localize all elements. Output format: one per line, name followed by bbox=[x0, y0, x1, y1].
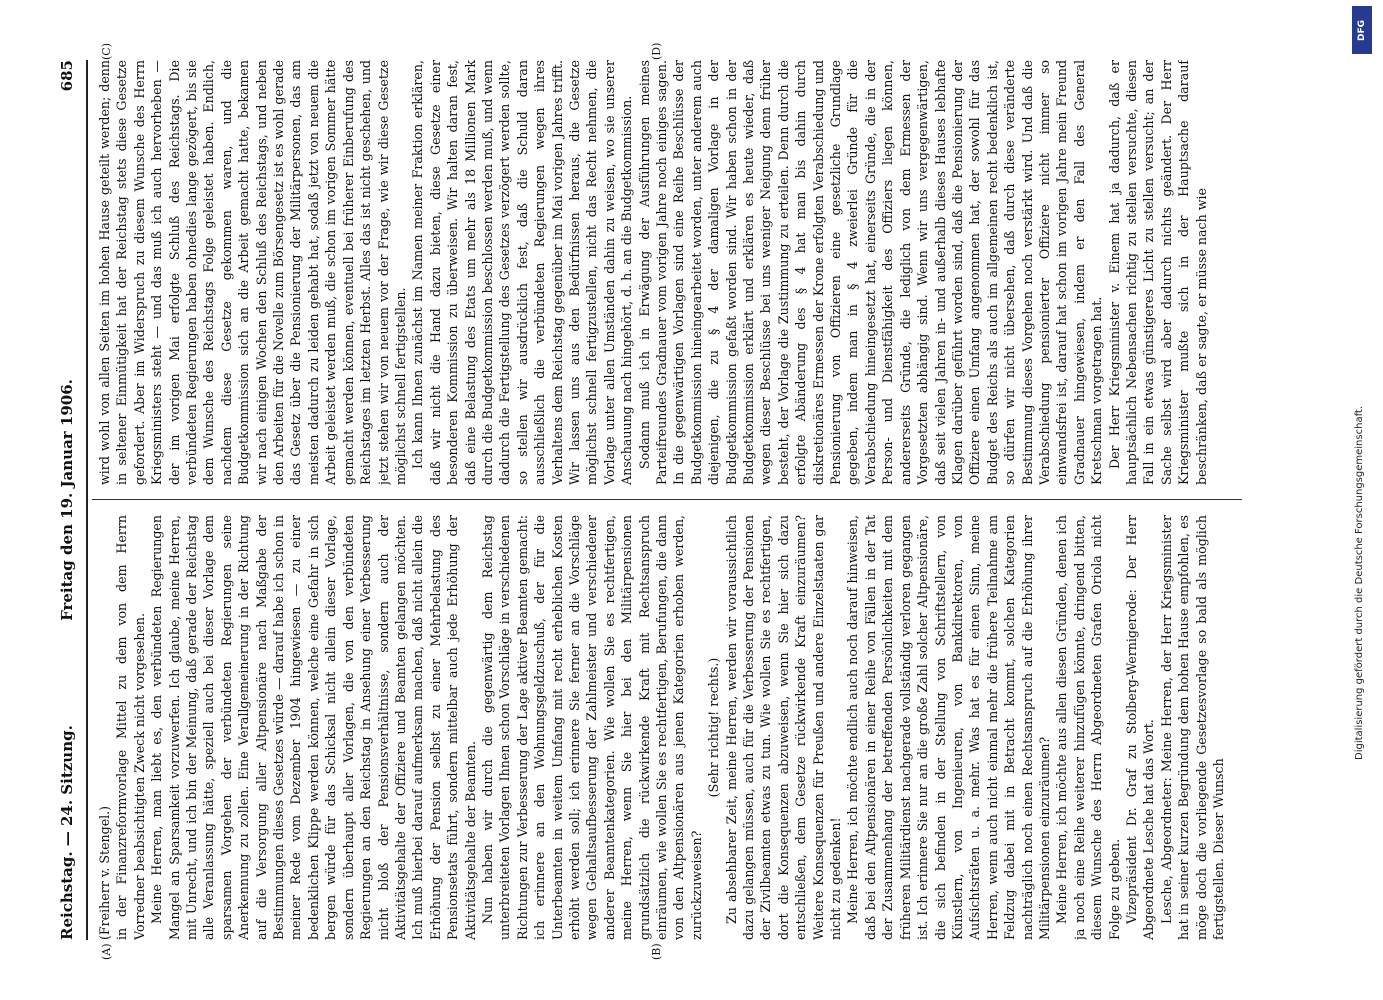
digitization-credit: Digitalisierung gefördert durch die Deutsche Forschungsgemeinschaft. bbox=[1354, 405, 1365, 760]
header-date: Freitag den 19. Januar 1906. bbox=[58, 379, 76, 621]
dfg-logo: DFG bbox=[1352, 6, 1372, 54]
paragraph: Lesche, Abgeordneter: Meine Herren, der Herr Kriegsminister hat in seiner kurzen Begründung dem hohen Hause empfohlen, es möge doch die vorliegende Gesetzesvorlage so bald als möglich fertigstellen. Dieser Wunsch bbox=[1158, 515, 1226, 940]
margin-letter-b: (B) bbox=[650, 943, 663, 960]
paragraph: Zu absehbarer Zeit, meine Herren, werden wir voraussichtlich dazu gelangen müssen, auch für die Verbesserung der Pensionen der Zivilbeamten etwas zu tun. Wie wollen Sie es rechtfertigen, dort die Konsequenzen abzuweisen, wenn Sie hier sich dazu entschließen, dem Gesetze rückwirkende Kraft einzuräumen? Weitere Konsequenzen für Preußen und andere Einzelstaaten gar nicht zu gedenken! bbox=[723, 515, 844, 940]
page-header bbox=[58, 60, 84, 940]
header-left: Reichstag. — 24. Sitzung. bbox=[58, 725, 76, 940]
paragraph: Ich kann Ihnen zunächst im Namen meiner Fraktion erklären, daß wir nicht die Hand dazu bieten, diese Gesetze einer besonderen Kommission zu überweisen. Wir halten daran fest, daß eine Belastung des Etats um mehr als 18 Millionen Mark durch die Budgetkommission beschlossen werden muß, und wenn dadurch die Fertigstellung des Gesetzes verzögert werden sollte, so stellen wir ausdrücklich fest, daß die Schuld daran ausschließlich die verbündeten Regierungen wegen ihres Verhaltens dem Reichstag gegenüber im Mai vorigen Jahres trifft. Wir lassen uns aus den Bedürfnissen heraus, die Gesetze möglichst schnell fertigzustellen, nicht das Recht nehmen, die Vorlage unter allen Umständen dahin zu weisen, wo sie unserer Anschauung nach hingehört, d. h. an die Budgetkommission. bbox=[410, 60, 635, 485]
right-column bbox=[96, 60, 1236, 485]
paragraph: Der Herr Kriegsminister v. Einem hat ja dadurch, daß er hauptsächlich Nebensachen richtig zu stellen versuchte, diesen Fall in ein etwas günstigeres Licht zu stellen versucht; an der Sache selbst wird aber dadurch nichts geändert. Der Herr Kriegsminister mußte sich in der Hauptsache darauf beschränken, daß er sagte, er müsse nach wie bbox=[1106, 60, 1209, 485]
paragraph: Sodann muß ich in Erwägung der Ausführungen meines Parteifreundes Gradnauer vom vorigen Jahre noch einiges sagen. In die gegenwärtigen Vorlagen sind eine Reihe Beschlüsse der Budgetkommission hineingearbeitet worden, unter anderem auch diejenigen, die zu § 4 der damaligen Vorlage in der Budgetkommission gefaßt worden sind. Wir haben schon in der Budgetkommission erklärt und erklären es heute wieder, daß wegen dieser Beschlüsse bei uns weniger Neigung denn früher besteht, der Vorlage die Zustimmung zu erteilen. Denn durch die erfolgte Abänderung des § 4 hat man bis dahin durch diskretionäres Ermessen der Krone erfolgten Verabschiedung und Pensionierung von Offizieren eine gesetzliche Grundlage gegeben, indem man in § 4 zweierlei Gründe für die Verabschiedung hineingesetzt hat, einerseits Gründe, die in der Person- und Dienstfähigkeit des Offiziers liegen können, andererseits Gründe, die lediglich von dem Ermessen der Vorgesetzten abhängig sind. Wenn wir uns vergegenwärtigen, daß seit vielen Jahren in- und außerhalb dieses Hauses lebhafte Klagen darüber geführt worden sind, daß die Pensionierung der Offiziere einen Umfang angenommen hat, der sowohl für das Budget des Reichs als auch im allgemeinen recht bedenklich ist, so dürfen wir nicht übersehen, daß durch diese veränderte Bestimmung dieses Vorgehen noch verstärkt wird. Und daß die Verabschiedung pensionierter Offiziere nicht immer so einwandsfrei ist, darauf hat schon im vorigen Jahre mein Freund Gradnauer hingewiesen, indem er den Fall des General Kretschman vorgetragen hat. bbox=[636, 60, 1105, 485]
paragraph: Vizepräsident Dr. Graf zu Stolberg-Wernigerode: Der Herr Abgeordnete Lesche hat das Wort. bbox=[1123, 515, 1157, 940]
paragraph: (Freiherr v. Stengel.) bbox=[97, 805, 112, 940]
header-rule bbox=[86, 60, 88, 940]
left-column bbox=[96, 515, 1236, 940]
column-separator bbox=[92, 499, 1242, 500]
paragraph: Meine Herren, man liebt es, den verbündeten Regierungen Mangel an Sparsamkeit vorzuwerfen. Ich glaube, meine Herren, mit Unrecht, und ich bin der Meinung, daß gerade der Reichstag alle Veranlassung hätte, speziell auch bei dieser Vorlage dem sparsamen Vorgehen der verbündeten Regierungen seine Anerkennung zu zollen. Eine Verallgemeinerung in der Richtung auf die Versorgung aller Altpensionäre nach Maßgabe der Bestimmungen dieses Gesetzes würde — darauf habe ich schon in meiner Rede vom Dezember 1904 hingewiesen — zu einer bedenklichen Klippe werden können, welche eine Gefahr in sich bergen würde für das Schicksal nicht allein dieser Vorlage, sondern überhaupt aller Vorlagen, die von den verbündeten Regierungen an den Reichstag in Ansehung einer Verbesserung nicht bloß der Pensionsverhältnisse, sondern auch der Aktivitätsgehalte der Offiziere und Beamten gelangen möchten. Ich muß hierbei darauf aufmerksam machen, daß nicht allein die Erhöhung der Pension selbst zu einer Mehrbelastung des Pensionsetats führt, sondern mittelbar auch jede Erhöhung der Aktivitätsgehalte der Beamten. bbox=[149, 515, 478, 940]
paragraph: (Sehr richtig! rechts.) bbox=[706, 657, 722, 798]
margin-letter-a: (A) bbox=[100, 943, 113, 960]
paragraph: Nun haben wir durch die gegenwärtig dem Reichstag unterbreiteten Vorlagen Ihnen schon Vorschläge in verschiedenen Richtungen zur Verbesserung der Lage aktiver Beamten gemacht: ich erinnere an den Wohnungsgeldzuschuß, der für die Unterbeamten in weitem Umfang mit recht erheblichen Kosten erhöht werden soll; ich erinnere Sie ferner an die Vorschläge wegen Gehaltsaufbesserung der Zahlmeister und verschiedener anderer Beamtenkategorien. Wie wollen Sie es rechtfertigen, meine Herren, wenn Sie hier bei den Militärpensionen grundsätzlich die rückwirkende Kraft mit Rechtsanspruch einräumen, wie wollen Sie es rechtfertigen, Berufungen, die dann von den Altpensionären aus jenen Kategorien erhoben werden, zurückzuweisen? bbox=[479, 515, 704, 940]
page-number: 685 bbox=[58, 60, 76, 92]
margin-letter-c: (C) bbox=[100, 43, 113, 60]
paragraph: wird wohl von allen Seiten im hohen Hause geteilt werden; denn in seltener Einmütigkeit hat der Reichstag stets diese Gesetze gefordert. Aber im Widerspruch zu diesem Wunsche des Herrn Kriegsministers steht — und das muß ich auch hervorheben — der im vorigen Mai erfolgte Schluß des Reichstags. Die verbündeten Regierungen haben ohnedies lange gezögert, bis sie dem Wunsche des Reichstags Folge geleistet haben. Endlich, nachdem diese Gesetze gekommen waren, und die Budgetkommission sich an die Arbeit gemacht hatte, bekamen wir nach einigen Wochen den Schluß des Reichstags, und neben den Arbeiten für die Novelle zum Börsengesetz ist es wohl gerade das Gesetz über die Pensionierung der Militärpersonen, das am meisten dadurch zu leiden gehabt hat, sodaß jetzt von neuem die Arbeit geleistet werden muß, die schon im vorigen Sommer hätte gemacht werden können, eventuell bei früherer Einberufung des Reichstages im letzten Herbst. Alles das ist nicht geschehen, und jetzt stehen wir von neuem vor der Frage, wie wir diese Gesetze möglichst schnell fertigstellen. bbox=[97, 60, 408, 485]
paragraph: Meine Herren, ich möchte aus allen diesen Gründen, denen ich ja noch eine Reihe weiterer hinzufügen könnte, dringend bitten, diesem Wunsche des Herrn Abgeordneten Grafen Oriola nicht Folge zu geben. bbox=[1054, 515, 1122, 940]
paragraph: in der Finanzreformvorlage Mittel zu dem von dem Herrn Vorredner beabsichtigten Zweck nicht vorgesehen. bbox=[114, 515, 147, 940]
margin-letter-d: (D) bbox=[650, 42, 663, 60]
paragraph: Meine Herren, ich möchte endlich auch noch darauf hinweisen, daß bei den Altpensionären in einer Reihe von Fällen in der Tat der Zusammenhang der betreffenden Persönlichkeiten mit dem früheren Militärdienst nachgerade vollständig verloren gegangen ist. Ich erinnere Sie nur an die große Zahl solcher Altpensionäre, die sich befinden in der Stellung von Schriftstellern, von Künstlern, von Ingenieuren, von Bankdirektoren, von Aufsichtsräten u. a. mehr. Was hat es für einen Sinn, meine Herren, wenn auch nicht einmal mehr die frühere Teilnahme am Feldzug dabei mit in Betracht kommt, solchen Kategorien nachträglich noch einen Rechtsanspruch auf die Erhöhung ihrer Militärpensionen einzuräumen? bbox=[845, 515, 1052, 940]
digitization-note bbox=[1352, 6, 1372, 766]
